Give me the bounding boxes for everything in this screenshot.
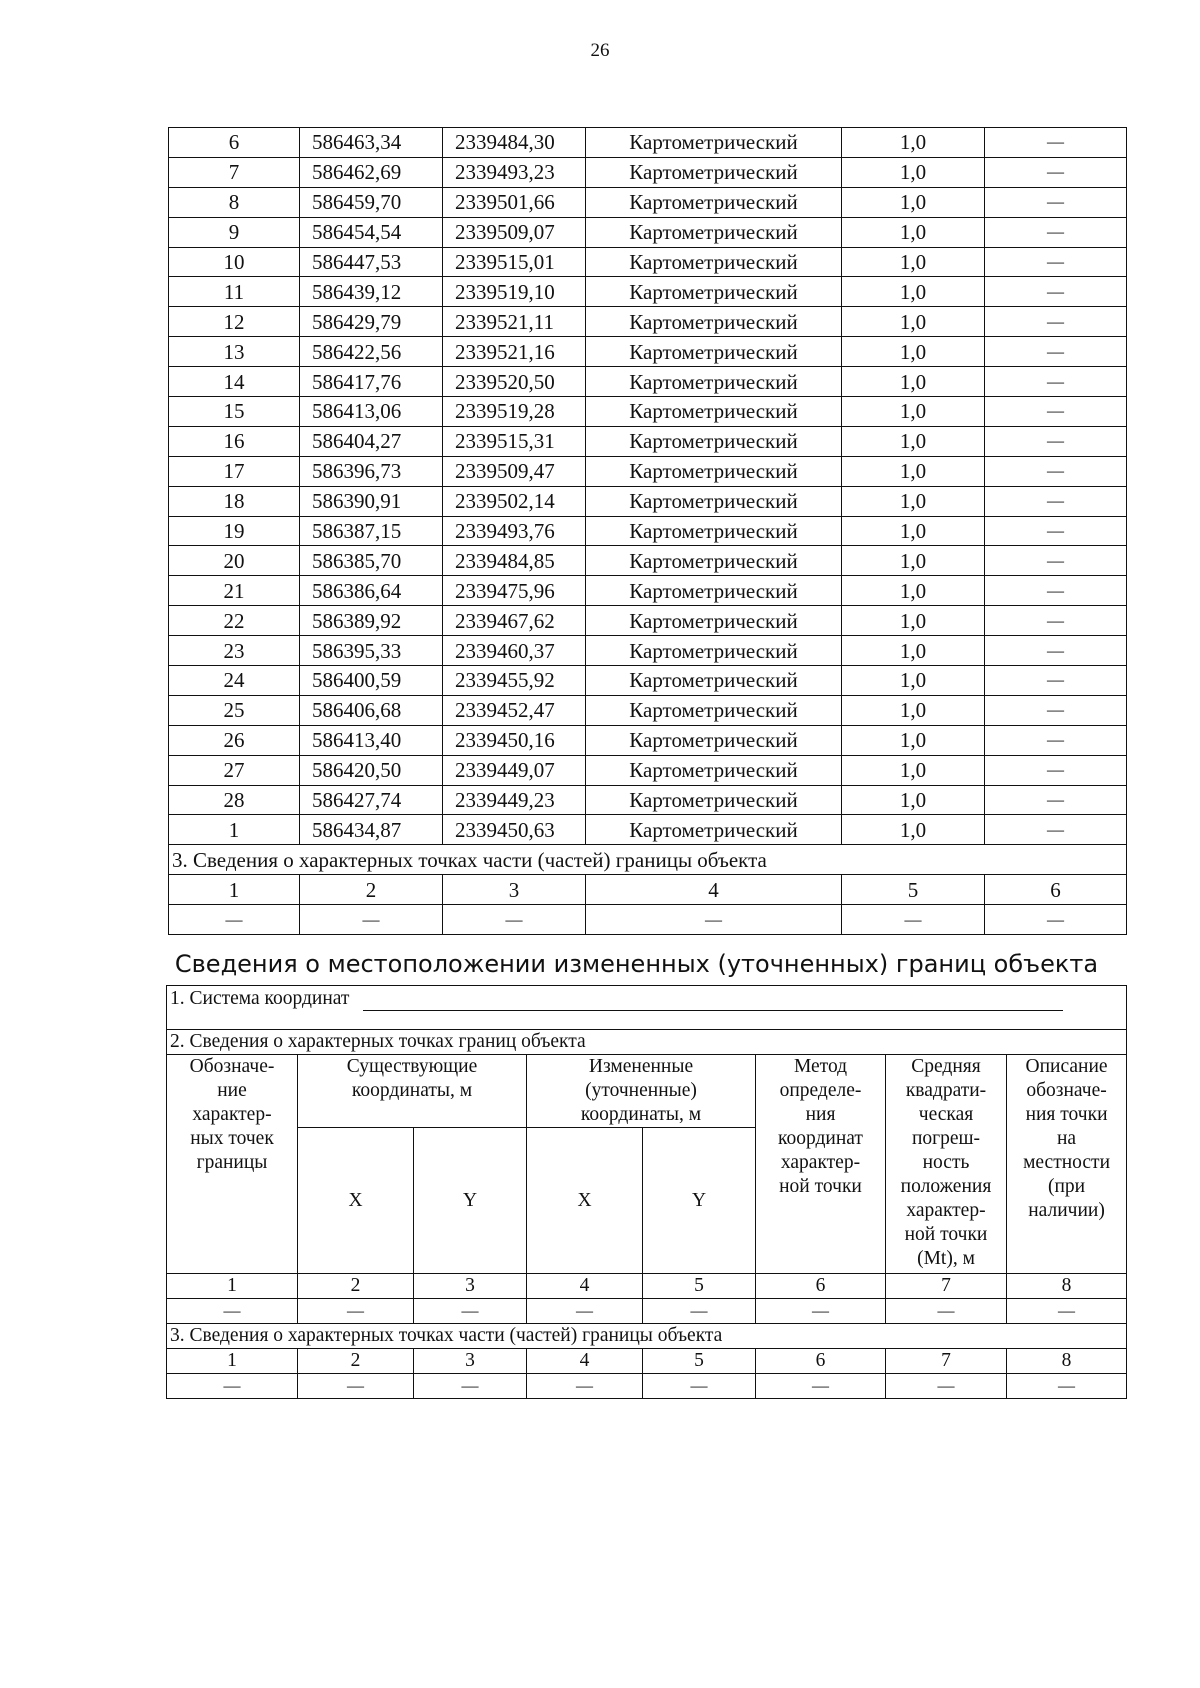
point-number: 10: [169, 247, 300, 277]
coord-y: 2339509,07: [443, 217, 586, 247]
boundary-points-body: [169, 128, 1127, 845]
description-cell: —: [985, 426, 1127, 456]
header-error: [886, 1055, 1007, 1274]
error-cell: 1,0: [842, 157, 985, 187]
coord-x: 586390,91: [300, 486, 443, 516]
coord-y: 2339519,10: [443, 277, 586, 307]
header-line: положения: [900, 1176, 992, 1197]
error-cell: 1,0: [842, 815, 985, 845]
point-number: 8: [169, 187, 300, 217]
coord-x: 586422,56: [300, 337, 443, 367]
coord-x: 586459,70: [300, 187, 443, 217]
header-line: ных точек: [190, 1128, 274, 1149]
description-cell: —: [985, 606, 1127, 636]
dash-cell: —: [298, 1374, 414, 1399]
header-line: координаты, м: [580, 1104, 702, 1125]
description-cell: —: [985, 456, 1127, 486]
description-cell: —: [985, 277, 1127, 307]
part-section-title: 3. Сведения о характерных точках части (частей) границы объекта: [169, 845, 1127, 875]
col-number: 2: [298, 1349, 414, 1374]
col-number: 7: [886, 1349, 1007, 1374]
points-section-title: 2. Сведения о характерных точках границ объекта: [167, 1030, 1127, 1055]
description-cell: —: [985, 367, 1127, 397]
error-cell: 1,0: [842, 725, 985, 755]
description-cell: —: [985, 755, 1127, 785]
description-cell: —: [985, 397, 1127, 427]
col-number: 5: [842, 875, 985, 905]
coord-x: 586447,53: [300, 247, 443, 277]
error-cell: 1,0: [842, 426, 985, 456]
error-cell: 1,0: [842, 516, 985, 546]
coord-x: 586463,34: [300, 128, 443, 158]
coord-system-label: 1. Система координат: [170, 988, 350, 1009]
dash-cell: —: [527, 1299, 643, 1324]
table-row: [169, 606, 1127, 636]
coord-x: 586454,54: [300, 217, 443, 247]
method-cell: Картометрический: [586, 725, 842, 755]
method-cell: Картометрический: [586, 486, 842, 516]
table-row: [169, 307, 1127, 337]
coord-y: 2339484,85: [443, 546, 586, 576]
col-number: 4: [527, 1349, 643, 1374]
header-line: Средняя: [911, 1056, 981, 1077]
dash-cell: —: [643, 1299, 756, 1324]
table-row: [169, 397, 1127, 427]
header-line: координат: [778, 1128, 863, 1149]
header-line: ния: [805, 1104, 836, 1125]
description-cell: —: [985, 187, 1127, 217]
error-cell: 1,0: [842, 695, 985, 725]
col-number: 3: [414, 1349, 527, 1374]
error-cell: 1,0: [842, 307, 985, 337]
col-number: 7: [886, 1274, 1007, 1299]
part-section-header-row: [169, 845, 1127, 875]
description-cell: —: [985, 636, 1127, 666]
header-existing-coords: [298, 1055, 527, 1128]
coord-y: 2339502,14: [443, 486, 586, 516]
point-number: 19: [169, 516, 300, 546]
header-line: характер-: [192, 1104, 272, 1125]
header-line: Измененные: [588, 1056, 694, 1077]
coord-system-blank-row: [167, 1012, 1127, 1030]
method-cell: Картометрический: [586, 426, 842, 456]
coord-x: 586413,40: [300, 725, 443, 755]
header-line: квадрати-: [905, 1080, 987, 1101]
dash-cell: —: [586, 905, 842, 935]
header-line: обозначе-: [1026, 1080, 1107, 1101]
header-line: определе-: [779, 1080, 862, 1101]
header-method: [756, 1055, 886, 1274]
coord-y: 2339449,23: [443, 785, 586, 815]
description-cell: —: [985, 128, 1127, 158]
error-cell: 1,0: [842, 636, 985, 666]
coord-y: 2339509,47: [443, 456, 586, 486]
header-line: Обозначе-: [189, 1056, 275, 1077]
col-number: 5: [643, 1349, 756, 1374]
part-dash-row: [167, 1374, 1127, 1399]
section-title: Сведения о местоположении измененных (уточненных) границ объекта: [174, 950, 1099, 978]
dash-cell: —: [886, 1299, 1007, 1324]
error-cell: 1,0: [842, 128, 985, 158]
method-cell: Картометрический: [586, 456, 842, 486]
coord-x: 586395,33: [300, 636, 443, 666]
table-row: [169, 815, 1127, 845]
col-number: 1: [167, 1349, 298, 1374]
col-number: 6: [985, 875, 1127, 905]
dash-cell: —: [167, 1299, 298, 1324]
coord-y: 2339475,96: [443, 576, 586, 606]
point-number: 20: [169, 546, 300, 576]
dash-cell: —: [643, 1374, 756, 1399]
col-number: 2: [300, 875, 443, 905]
coord-y: 2339515,01: [443, 247, 586, 277]
header-line: ние: [217, 1080, 247, 1101]
dash-cell: —: [443, 905, 586, 935]
method-cell: Картометрический: [586, 217, 842, 247]
point-number: 17: [169, 456, 300, 486]
header-line: границы: [196, 1152, 268, 1173]
col-number: 3: [443, 875, 586, 905]
table-row: [169, 128, 1127, 158]
coord-y: 2339467,62: [443, 606, 586, 636]
point-number: 11: [169, 277, 300, 307]
method-cell: Картометрический: [586, 337, 842, 367]
blank-cell: [167, 1012, 1127, 1030]
description-cell: —: [985, 785, 1127, 815]
changed-boundaries-table: [166, 985, 1127, 1399]
point-number: 22: [169, 606, 300, 636]
description-cell: —: [985, 247, 1127, 277]
coord-x: 586417,76: [300, 367, 443, 397]
dash-cell: —: [842, 905, 985, 935]
coord-y: 2339484,30: [443, 128, 586, 158]
coord-x: 586406,68: [300, 695, 443, 725]
coord-y: 2339493,76: [443, 516, 586, 546]
header-line: ной точки: [779, 1176, 862, 1197]
table-row: [169, 247, 1127, 277]
part-points-section: [169, 845, 1127, 935]
header-line: ния точки: [1025, 1104, 1108, 1125]
dash-cell: —: [414, 1299, 527, 1324]
method-cell: Картометрический: [586, 785, 842, 815]
header-description: [1007, 1055, 1127, 1274]
method-cell: Картометрический: [586, 277, 842, 307]
coord-x: 586429,79: [300, 307, 443, 337]
coord-x: 586400,59: [300, 666, 443, 696]
description-cell: —: [985, 486, 1127, 516]
error-cell: 1,0: [842, 247, 985, 277]
col-number: 4: [527, 1274, 643, 1299]
error-cell: 1,0: [842, 785, 985, 815]
method-cell: Картометрический: [586, 666, 842, 696]
coord-y: 2339515,31: [443, 426, 586, 456]
part-dash-row: [169, 905, 1127, 935]
error-cell: 1,0: [842, 755, 985, 785]
coord-x: 586462,69: [300, 157, 443, 187]
header-line: на: [1056, 1128, 1077, 1149]
header-changed-x: X: [527, 1128, 643, 1274]
part-column-numbers-row: [169, 875, 1127, 905]
points-section-header-row: [167, 1030, 1127, 1055]
col-number: 2: [298, 1274, 414, 1299]
coord-x: 586420,50: [300, 755, 443, 785]
table-row: [169, 636, 1127, 666]
header-line: Метод: [793, 1056, 848, 1077]
part-section-header-row: [167, 1324, 1127, 1349]
col-number: 8: [1007, 1349, 1127, 1374]
description-cell: —: [985, 576, 1127, 606]
header-line: (Mt), м: [917, 1248, 975, 1269]
col-number: 1: [169, 875, 300, 905]
method-cell: Картометрический: [586, 397, 842, 427]
dash-cell: —: [414, 1374, 527, 1399]
method-cell: Картометрический: [586, 516, 842, 546]
error-cell: 1,0: [842, 546, 985, 576]
table-row: [169, 426, 1127, 456]
coord-x: 586439,12: [300, 277, 443, 307]
coord-x: 586413,06: [300, 397, 443, 427]
method-cell: Картометрический: [586, 367, 842, 397]
coord-y: 2339519,28: [443, 397, 586, 427]
description-cell: —: [985, 217, 1127, 247]
point-number: 25: [169, 695, 300, 725]
dash-cell: —: [527, 1374, 643, 1399]
point-number: 14: [169, 367, 300, 397]
coord-x: 586396,73: [300, 456, 443, 486]
description-cell: —: [985, 695, 1127, 725]
method-cell: Картометрический: [586, 815, 842, 845]
table-row: [169, 337, 1127, 367]
table-row: [169, 486, 1127, 516]
dash-cell: —: [886, 1374, 1007, 1399]
coord-x: 586389,92: [300, 606, 443, 636]
header-existing-y: Y: [414, 1128, 527, 1274]
table-row: [169, 785, 1127, 815]
header-row-1: [167, 1055, 1127, 1128]
dash-cell: —: [169, 905, 300, 935]
error-cell: 1,0: [842, 486, 985, 516]
column-numbers-row: [167, 1274, 1127, 1299]
point-number: 27: [169, 755, 300, 785]
header-line: Существующие: [346, 1056, 478, 1077]
col-number: 8: [1007, 1274, 1127, 1299]
coord-x: 586427,74: [300, 785, 443, 815]
header-line: характер-: [906, 1200, 986, 1221]
coord-y: 2339520,50: [443, 367, 586, 397]
page-number: 26: [590, 40, 610, 61]
dash-row: [167, 1299, 1127, 1324]
description-cell: —: [985, 725, 1127, 755]
point-number: 9: [169, 217, 300, 247]
dash-cell: —: [298, 1299, 414, 1324]
dash-cell: —: [1007, 1299, 1127, 1324]
method-cell: Картометрический: [586, 187, 842, 217]
coord-x: 586404,27: [300, 426, 443, 456]
error-cell: 1,0: [842, 666, 985, 696]
dash-cell: —: [300, 905, 443, 935]
dash-cell: —: [1007, 1374, 1127, 1399]
point-number: 12: [169, 307, 300, 337]
point-number: 18: [169, 486, 300, 516]
method-cell: Картометрический: [586, 247, 842, 277]
coord-y: 2339455,92: [443, 666, 586, 696]
point-number: 15: [169, 397, 300, 427]
description-cell: —: [985, 157, 1127, 187]
coord-system-cell: [167, 986, 1127, 1013]
coord-y: 2339521,16: [443, 337, 586, 367]
description-cell: —: [985, 516, 1127, 546]
table-row: [169, 367, 1127, 397]
header-line: (при: [1047, 1176, 1086, 1197]
coord-x: 586434,87: [300, 815, 443, 845]
error-cell: 1,0: [842, 337, 985, 367]
point-number: 1: [169, 815, 300, 845]
coord-x: 586387,15: [300, 516, 443, 546]
description-cell: —: [985, 307, 1127, 337]
dash-cell: —: [985, 905, 1127, 935]
col-number: 5: [643, 1274, 756, 1299]
point-number: 23: [169, 636, 300, 666]
coord-y: 2339493,23: [443, 157, 586, 187]
description-cell: —: [985, 546, 1127, 576]
error-cell: 1,0: [842, 187, 985, 217]
method-cell: Картометрический: [586, 576, 842, 606]
method-cell: Картометрический: [586, 546, 842, 576]
header-line: местности: [1023, 1152, 1111, 1173]
coord-y: 2339449,07: [443, 755, 586, 785]
table-row: [169, 456, 1127, 486]
col-number: 1: [167, 1274, 298, 1299]
header-existing-x: X: [298, 1128, 414, 1274]
table-row: [169, 666, 1127, 696]
point-number: 24: [169, 666, 300, 696]
point-number: 28: [169, 785, 300, 815]
coord-system-value-line: [363, 994, 1063, 1011]
error-cell: 1,0: [842, 576, 985, 606]
method-cell: Картометрический: [586, 606, 842, 636]
header-line: координаты, м: [351, 1080, 473, 1101]
table-row: [169, 217, 1127, 247]
coord-y: 2339450,63: [443, 815, 586, 845]
table-row: [169, 755, 1127, 785]
col-number: 6: [756, 1274, 886, 1299]
header-line: ность: [922, 1152, 970, 1173]
error-cell: 1,0: [842, 606, 985, 636]
table-row: [169, 157, 1127, 187]
part-section-title: 3. Сведения о характерных точках части (частей) границы объекта: [167, 1324, 1127, 1349]
table-row: [169, 277, 1127, 307]
header-line: наличии): [1028, 1200, 1105, 1221]
header-line: (уточненные): [585, 1080, 697, 1101]
boundary-points-table: [168, 127, 1127, 935]
description-cell: —: [985, 337, 1127, 367]
header-line: характер-: [780, 1152, 861, 1173]
point-number: 21: [169, 576, 300, 606]
coord-y: 2339452,47: [443, 695, 586, 725]
header-line: погреш-: [911, 1128, 981, 1149]
error-cell: 1,0: [842, 456, 985, 486]
error-cell: 1,0: [842, 217, 985, 247]
table-row: [169, 546, 1127, 576]
description-cell: —: [985, 815, 1127, 845]
coord-y: 2339450,16: [443, 725, 586, 755]
error-cell: 1,0: [842, 397, 985, 427]
table-row: [169, 187, 1127, 217]
coord-system-row: [167, 986, 1127, 1013]
description-cell: —: [985, 666, 1127, 696]
dash-cell: —: [756, 1374, 886, 1399]
header-designation: [167, 1055, 298, 1274]
header-line: Описание: [1025, 1056, 1108, 1077]
header-changed-coords: [527, 1055, 756, 1128]
coord-y: 2339521,11: [443, 307, 586, 337]
point-number: 13: [169, 337, 300, 367]
table-row: [169, 695, 1127, 725]
table-row: [169, 516, 1127, 546]
dash-cell: —: [167, 1374, 298, 1399]
part-column-numbers-row: [167, 1349, 1127, 1374]
table-row: [169, 576, 1127, 606]
header-line: ческая: [918, 1104, 974, 1125]
method-cell: Картометрический: [586, 128, 842, 158]
col-number: 3: [414, 1274, 527, 1299]
method-cell: Картометрический: [586, 636, 842, 666]
point-number: 6: [169, 128, 300, 158]
method-cell: Картометрический: [586, 695, 842, 725]
method-cell: Картометрический: [586, 157, 842, 187]
point-number: 16: [169, 426, 300, 456]
dash-cell: —: [756, 1299, 886, 1324]
col-number: 6: [756, 1349, 886, 1374]
error-cell: 1,0: [842, 277, 985, 307]
table-row: [169, 725, 1127, 755]
method-cell: Картометрический: [586, 755, 842, 785]
coord-x: 586385,70: [300, 546, 443, 576]
coord-x: 586386,64: [300, 576, 443, 606]
header-line: ной точки: [904, 1224, 988, 1245]
point-number: 26: [169, 725, 300, 755]
method-cell: Картометрический: [586, 307, 842, 337]
header-changed-y: Y: [643, 1128, 756, 1274]
coord-y: 2339501,66: [443, 187, 586, 217]
col-number: 4: [586, 875, 842, 905]
point-number: 7: [169, 157, 300, 187]
error-cell: 1,0: [842, 367, 985, 397]
coord-y: 2339460,37: [443, 636, 586, 666]
